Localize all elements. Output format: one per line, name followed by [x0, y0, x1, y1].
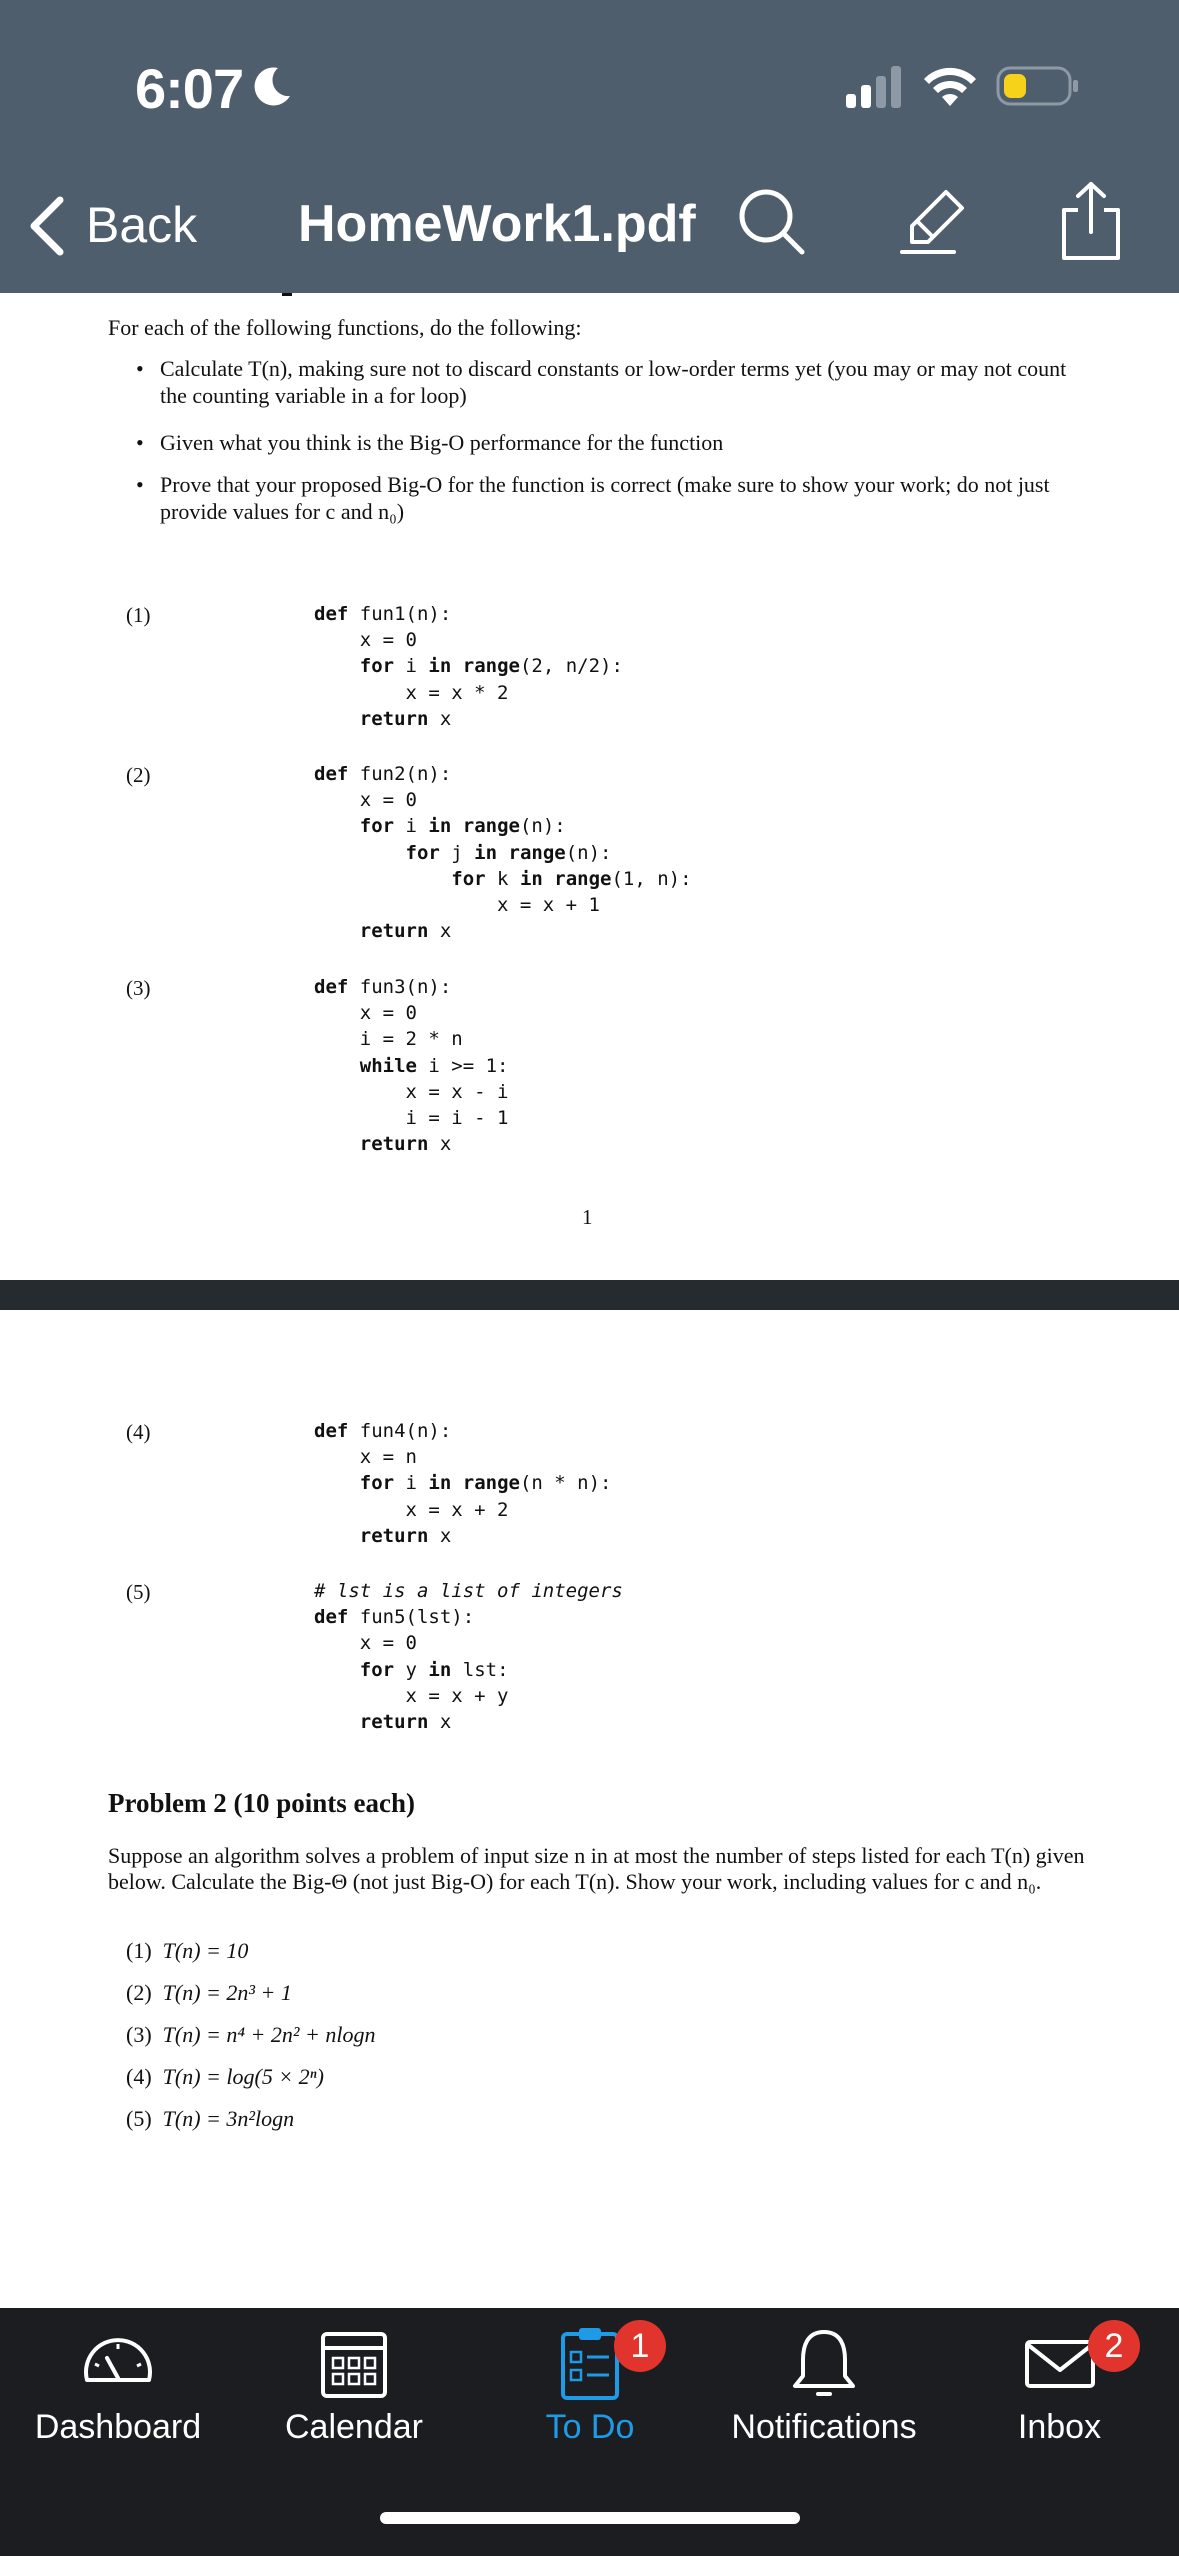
code-line: x = n	[314, 1446, 417, 1469]
equation-number: (2)	[126, 1980, 152, 2005]
equation-item	[126, 2106, 294, 2132]
code-line: i = i - 1	[314, 1107, 509, 1130]
intro-text: For each of the following functions, do the following:	[108, 315, 582, 340]
tab-calendar[interactable]	[236, 2308, 472, 2508]
code-line: for i in range(2, n/2):	[359, 655, 623, 678]
bullet-item: • Prove that your proposed Big-O for the function is correct (make sure to show your work; do not just provide values for c and n₀)	[160, 471, 1080, 525]
code-line: x = x * 2	[314, 681, 509, 704]
dashboard-icon	[79, 2324, 157, 2402]
code-line: x = 0	[314, 1002, 417, 1025]
pdf-page-1[interactable]	[0, 293, 1179, 1280]
code-line: while i >= 1:	[359, 1054, 509, 1077]
code-line: def fun4(n):	[314, 1420, 452, 1442]
tab-notifications[interactable]	[708, 2308, 940, 2508]
equation-expr: T(n) = 2n³ + 1	[162, 1980, 292, 2005]
code-block	[314, 761, 692, 944]
equation-number: (1)	[126, 1938, 152, 1963]
code-line: x = x - i	[314, 1080, 509, 1103]
code-block	[314, 1578, 623, 1735]
equation-number: (4)	[126, 2064, 152, 2089]
home-indicator	[380, 2512, 800, 2524]
tab-label: Dashboard	[34, 2408, 202, 2446]
code-line: for k in range(1, n):	[451, 867, 692, 890]
equation-expr: T(n) = 10	[162, 1938, 249, 1963]
code-block	[314, 974, 508, 1157]
search-icon[interactable]	[736, 186, 806, 256]
code-line: i = 2 * n	[314, 1028, 463, 1051]
back-button[interactable]: Back	[86, 197, 198, 253]
code-line: for i in range(n):	[359, 815, 566, 838]
function-number: (2)	[126, 763, 151, 787]
code-line: x = x + 2	[314, 1498, 509, 1521]
problem-2-title: Problem 2 (10 points each)	[108, 1788, 415, 1818]
equation-expr: T(n) = 3n²logn	[162, 2106, 295, 2131]
status-time: 6:07	[135, 57, 244, 120]
code-line: x = 0	[314, 789, 417, 812]
equation-number: (3)	[126, 2022, 152, 2047]
code-line: for y in lst:	[359, 1658, 509, 1681]
code-block	[314, 1418, 611, 1549]
equation-item	[126, 2022, 375, 2048]
code-line: for i in range(n * n):	[359, 1472, 612, 1495]
equation-item	[126, 1980, 292, 2006]
document-title: HomeWork1.pdf	[298, 195, 696, 253]
problem-2-text: Suppose an algorithm solves a problem of input size n in at most the number of steps listed for each T(n) given below. Calculate the Big-Θ (not just Big-O) for each T(n). Show your work, including values for c and n₀.	[108, 1843, 1085, 1894]
code-line: x = 0	[314, 1632, 417, 1655]
code-line: x = x + y	[314, 1684, 509, 1707]
tab-label: Notifications	[731, 2408, 917, 2446]
bell-icon	[785, 2324, 863, 2402]
code-line: return x	[359, 1524, 452, 1547]
wifi-icon	[922, 64, 978, 108]
calendar-icon	[315, 2324, 393, 2402]
tab-inbox[interactable]	[940, 2308, 1179, 2508]
pen-icon[interactable]	[898, 186, 968, 256]
bullet-item: • Given what you think is the Big-O performance for the function	[160, 429, 1080, 456]
function-number: (4)	[126, 1420, 151, 1444]
cellular-signal-icon	[846, 66, 904, 108]
tab-todo[interactable]	[472, 2308, 708, 2508]
function-number: (5)	[126, 1580, 151, 1604]
function-number: (3)	[126, 976, 151, 1000]
code-line: def fun2(n):	[314, 763, 452, 785]
equation-expr: T(n) = n⁴ + 2n² + nlogn	[162, 2022, 376, 2047]
code-line: for j in range(n):	[405, 841, 612, 864]
code-line: return x	[359, 1133, 452, 1156]
top-header	[0, 0, 1179, 293]
todo-badge: 1	[614, 2320, 666, 2372]
code-line: def fun1(n):	[314, 603, 452, 625]
tab-dashboard[interactable]	[0, 2308, 236, 2508]
equation-number: (5)	[126, 2106, 152, 2131]
tab-label: Calendar	[285, 2408, 423, 2446]
tab-label: To Do	[545, 2408, 635, 2446]
moon-icon	[250, 64, 294, 108]
battery-icon	[996, 64, 1080, 108]
pdf-page-2[interactable]	[0, 1310, 1179, 2308]
function-number: (1)	[126, 603, 151, 627]
equation-item	[126, 1938, 248, 1964]
share-icon[interactable]	[1056, 180, 1126, 262]
equation-item	[126, 2064, 324, 2090]
page-separator	[0, 1280, 1179, 1310]
code-line: def fun3(n):	[314, 976, 452, 998]
code-line: return x	[359, 920, 452, 943]
code-line: return x	[359, 1711, 452, 1734]
tab-label: Inbox	[1017, 2408, 1102, 2446]
code-line: return x	[359, 707, 452, 730]
code-block	[314, 601, 623, 732]
code-line: # lst is a list of integers	[314, 1580, 623, 1602]
back-chevron-icon[interactable]	[26, 196, 66, 256]
inbox-badge: 2	[1088, 2320, 1140, 2372]
mail-icon	[1021, 2324, 1099, 2402]
code-line: x = x + 1	[314, 894, 600, 917]
equation-expr: T(n) = log(5 × 2ⁿ)	[162, 2064, 324, 2089]
page-number: 1	[582, 1205, 593, 1229]
bullet-item: • Calculate T(n), making sure not to discard constants or low-order terms yet (you may or may not count the counting variable in a for loop)	[160, 355, 1080, 409]
code-line: def fun5(lst):	[314, 1606, 475, 1629]
code-line: x = 0	[314, 629, 417, 652]
cut-text-fragment	[282, 293, 292, 296]
